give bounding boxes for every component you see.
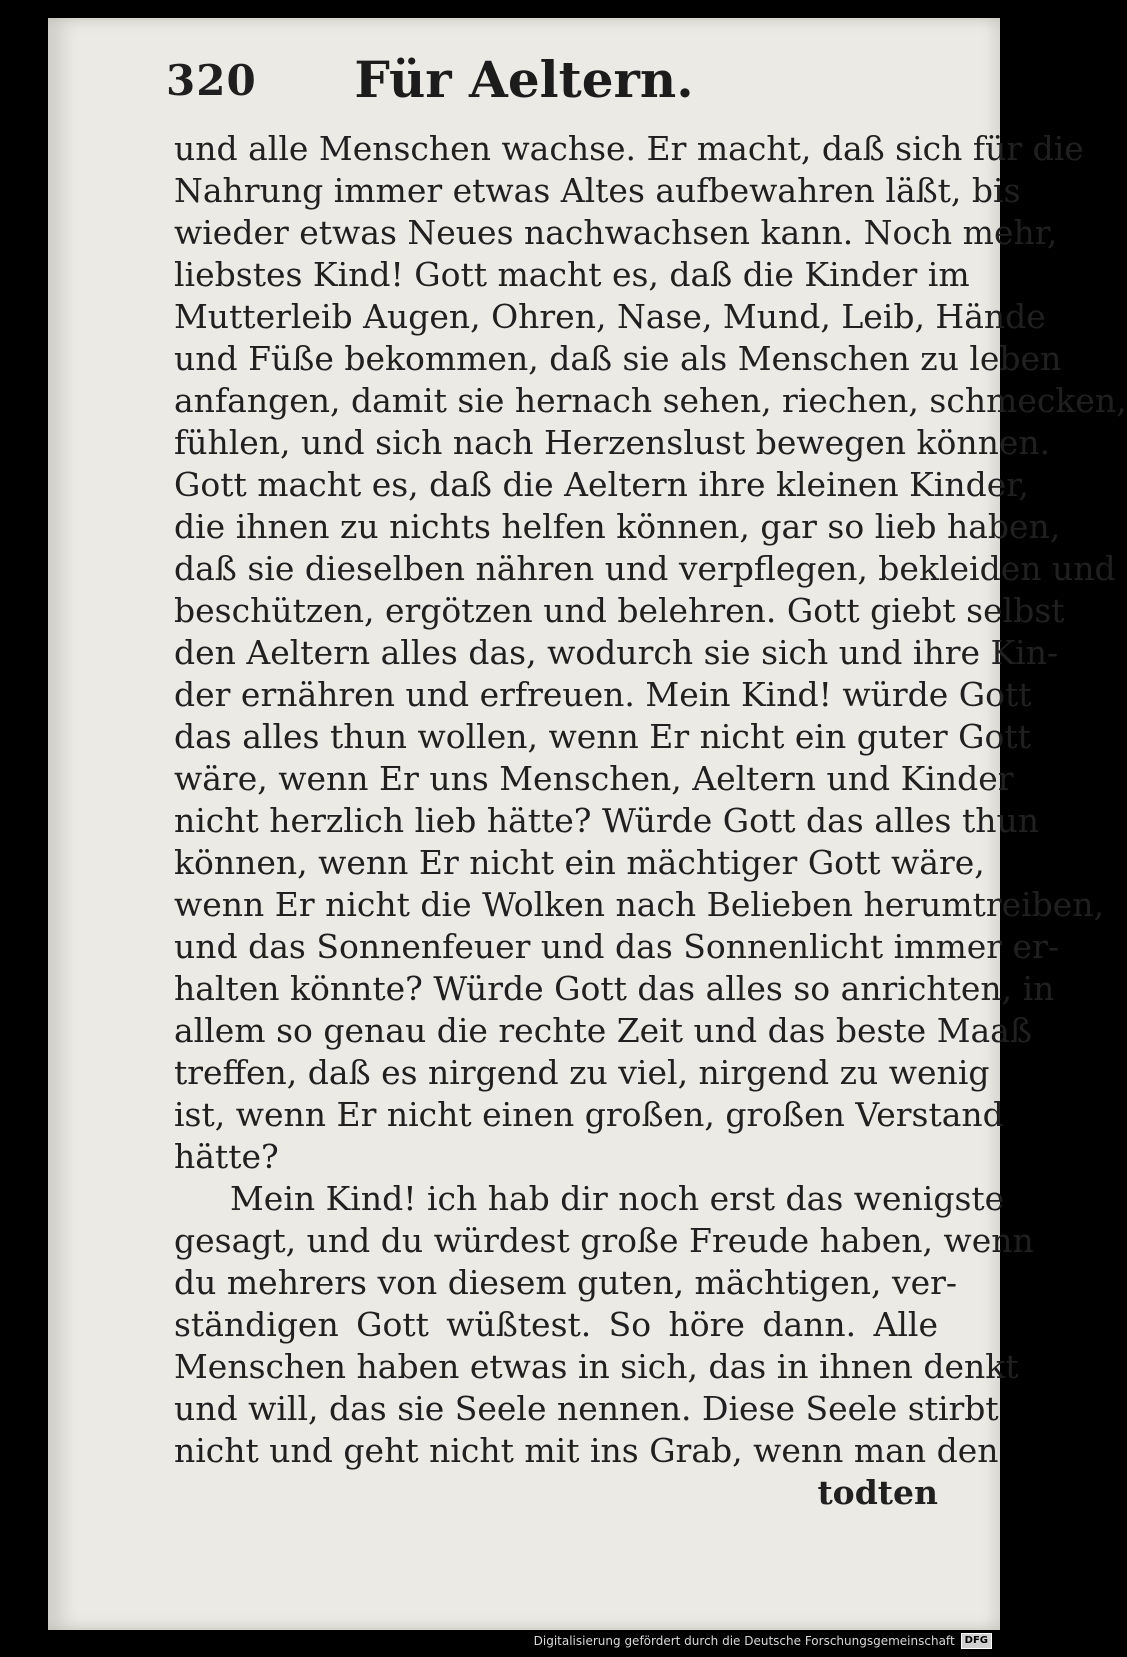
catchword: todten (817, 1473, 938, 1512)
text-line: können, wenn Er nicht ein mächtiger Gott wäre, (174, 843, 985, 882)
page-number: 320 (166, 56, 257, 105)
text-line: anfangen, damit sie hernach sehen, riechen, schmecken, (174, 381, 1127, 420)
text-line: ständigen Gott wüßtest. So höre dann. Alle (174, 1305, 938, 1344)
text-line: der ernähren und erfreuen. Mein Kind! würde Gott (174, 675, 1032, 714)
text-line: nicht herzlich lieb hätte? Würde Gott das alles thun (174, 801, 1039, 840)
dfg-logo: DFG (961, 1633, 992, 1649)
text-line: Mutterleib Augen, Ohren, Nase, Mund, Leib, Hände (174, 297, 1046, 336)
digitization-footer (534, 1633, 992, 1649)
text-line: wenn Er nicht die Wolken nach Belieben herumtreiben, (174, 885, 1105, 924)
text-line: das alles thun wollen, wenn Er nicht ein guter Gott (174, 717, 1031, 756)
text-line: halten könnte? Würde Gott das alles so anrichten, in (174, 969, 1055, 1008)
text-line: ist, wenn Er nicht einen großen, großen Verstand (174, 1095, 1004, 1134)
text-line: wieder etwas Neues nachwachsen kann. Noch mehr, (174, 213, 1058, 252)
text-line: und Füße bekommen, daß sie als Menschen zu leben (174, 339, 1062, 378)
text-line: du mehrers von diesem guten, mächtigen, ver- (174, 1263, 958, 1302)
text-line: und das Sonnenfeuer und das Sonnenlicht immer er- (174, 927, 1059, 966)
book-page (48, 18, 1127, 1630)
text-line: wäre, wenn Er uns Menschen, Aeltern und Kinder (174, 759, 1014, 798)
text-line: die ihnen zu nichts helfen können, gar so lieb haben, (174, 507, 1061, 546)
text-line: liebstes Kind! Gott macht es, daß die Kinder im (174, 255, 970, 294)
running-title: Für Aeltern. (354, 50, 694, 109)
text-line: Gott macht es, daß die Aeltern ihre kleinen Kinder, (174, 465, 1029, 504)
text-line: und will, das sie Seele nennen. Diese Seele stirbt (174, 1389, 999, 1428)
text-line: allem so genau die rechte Zeit und das beste Maaß (174, 1011, 1032, 1050)
text-line: beschützen, ergötzen und belehren. Gott giebt selbst (174, 591, 1065, 630)
text-line: daß sie dieselben nähren und verpflegen, bekleiden und (174, 549, 1116, 588)
funding-credit: Digitalisierung gefördert durch die Deutsche Forschungsgemeinschaft (533, 1634, 955, 1648)
page-body-text (174, 128, 1127, 1514)
text-line: Menschen haben etwas in sich, das in ihnen denkt (174, 1347, 1019, 1386)
text-line: treffen, daß es nirgend zu viel, nirgend zu wenig (174, 1053, 990, 1092)
text-line: hätte? (174, 1137, 279, 1176)
text-line: fühlen, und sich nach Herzenslust bewegen können. (174, 423, 1051, 462)
text-line: und alle Menschen wachse. Er macht, daß sich für die (174, 129, 1084, 168)
text-line: nicht und geht nicht mit ins Grab, wenn man den (174, 1431, 999, 1470)
text-line: Mein Kind! ich hab dir noch erst das wenigste (230, 1179, 1005, 1218)
text-line: gesagt, und du würdest große Freude haben, wenn (174, 1221, 1034, 1260)
text-line: den Aeltern alles das, wodurch sie sich und ihre Kin- (174, 633, 1059, 672)
text-line: Nahrung immer etwas Altes aufbewahren läßt, bis (174, 171, 1021, 210)
